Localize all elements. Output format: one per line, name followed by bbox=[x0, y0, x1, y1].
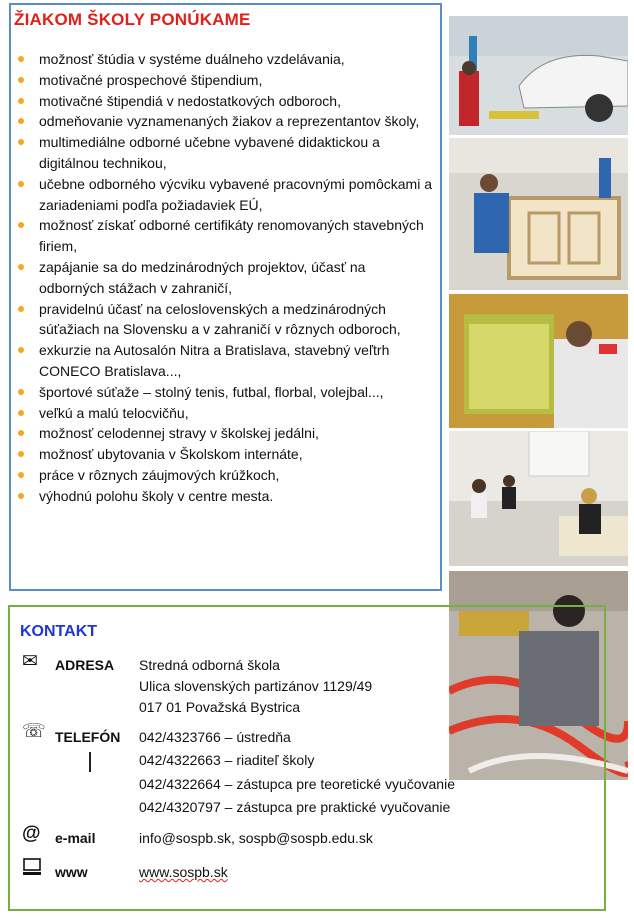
offers-title: ŽIAKOM ŠKOLY PONÚKAME bbox=[14, 10, 251, 29]
address-label: ADRESA bbox=[55, 657, 115, 673]
phone-line: 042/4322663 – riaditeľ školy bbox=[139, 752, 315, 768]
offer-item: multimediálne odborné učebne vybavené didaktickou a digitálnou technikou, bbox=[12, 132, 432, 174]
tiling-work-photo bbox=[449, 294, 628, 428]
offer-item: zapájanie sa do medzinárodných projektov, účasť na odborných stážach v zahraničí, bbox=[12, 257, 432, 299]
offer-item: možnosť celodennej stravy v školskej jedálni, bbox=[12, 423, 432, 444]
bullet-icon bbox=[18, 389, 24, 395]
offer-item: možnosť štúdia v systéme duálneho vzdelávania, bbox=[12, 49, 432, 70]
web-label: www bbox=[55, 864, 88, 880]
bullet-icon bbox=[18, 264, 24, 270]
bullet-icon bbox=[18, 306, 24, 312]
offer-item: možnosť získať odborné certifikáty renomovaných stavebných firiem, bbox=[12, 215, 432, 257]
offer-item: športové súťaže – stolný tenis, futbal, florbal, volejbal..., bbox=[12, 382, 432, 403]
address-line: Stredná odborná škola bbox=[139, 657, 280, 673]
bullet-icon bbox=[18, 410, 24, 416]
carpentry-workshop-photo bbox=[449, 138, 628, 290]
bullet-icon bbox=[18, 472, 24, 478]
telephone-icon: ☏ bbox=[22, 721, 46, 742]
envelope-icon: ✉ bbox=[22, 651, 38, 672]
offer-item: motivačné prospechové štipendium, bbox=[12, 70, 432, 91]
offer-item: možnosť ubytovania v Školskom internáte, bbox=[12, 444, 432, 465]
offer-item: motivačné štipendiá v nedostatkových odboroch, bbox=[12, 91, 432, 112]
bullet-icon bbox=[18, 222, 24, 228]
car-workshop-photo bbox=[449, 16, 628, 135]
phone-label: TELEFÓN bbox=[55, 729, 121, 745]
contact-title: KONTAKT bbox=[20, 623, 98, 640]
bullet-icon bbox=[18, 347, 24, 353]
text-cursor bbox=[89, 752, 91, 772]
bullet-icon bbox=[18, 98, 24, 104]
web-link[interactable]: www.sospb.sk bbox=[139, 864, 228, 880]
bullet-icon bbox=[18, 451, 24, 457]
email-value[interactable]: info@sospb.sk, sospb@sospb.edu.sk bbox=[139, 830, 373, 846]
classroom-students-photo bbox=[449, 431, 628, 566]
offer-item: výhodnú polohu školy v centre mesta. bbox=[12, 486, 432, 507]
bullet-icon bbox=[18, 139, 24, 145]
phone-line: 042/4323766 – ústredňa bbox=[139, 729, 291, 745]
offer-item: práce v rôznych záujmových krúžkoch, bbox=[12, 465, 432, 486]
offer-item: exkurzie na Autosalón Nitra a Bratislava, stavebný veľtrh CONECO Bratislava..., bbox=[12, 340, 432, 382]
bullet-icon bbox=[18, 493, 24, 499]
phone-line: 042/4322664 – zástupca pre teoretické vyučovanie bbox=[139, 776, 455, 792]
offer-item: pravidelnú účasť na celoslovenských a medzinárodných súťažiach na Slovensku a v zahraničí v rôznych odboroch, bbox=[12, 299, 432, 341]
at-sign-icon: @ bbox=[22, 823, 41, 844]
email-label: e-mail bbox=[55, 830, 96, 846]
address-line: 017 01 Považská Bystrica bbox=[139, 699, 301, 715]
offers-list bbox=[12, 49, 432, 507]
bullet-icon bbox=[18, 118, 24, 124]
bullet-icon bbox=[18, 77, 24, 83]
offer-item: učebne odborného výcviku vybavené pracovnými pomôckami a zariadeniami podľa požiadaviek EÚ, bbox=[12, 174, 432, 216]
offer-item: odmeňovanie vyznamenaných žiakov a reprezentantov školy, bbox=[12, 111, 432, 132]
address-line: Ulica slovenských partizánov 1129/49 bbox=[139, 678, 373, 694]
phone-line: 042/4320797 – zástupca pre praktické vyučovanie bbox=[139, 799, 451, 815]
offer-item: veľkú a malú telocvičňu, bbox=[12, 403, 432, 424]
bullet-icon bbox=[18, 56, 24, 62]
computer-icon bbox=[22, 857, 42, 882]
bullet-icon bbox=[18, 181, 24, 187]
bullet-icon bbox=[18, 430, 24, 436]
